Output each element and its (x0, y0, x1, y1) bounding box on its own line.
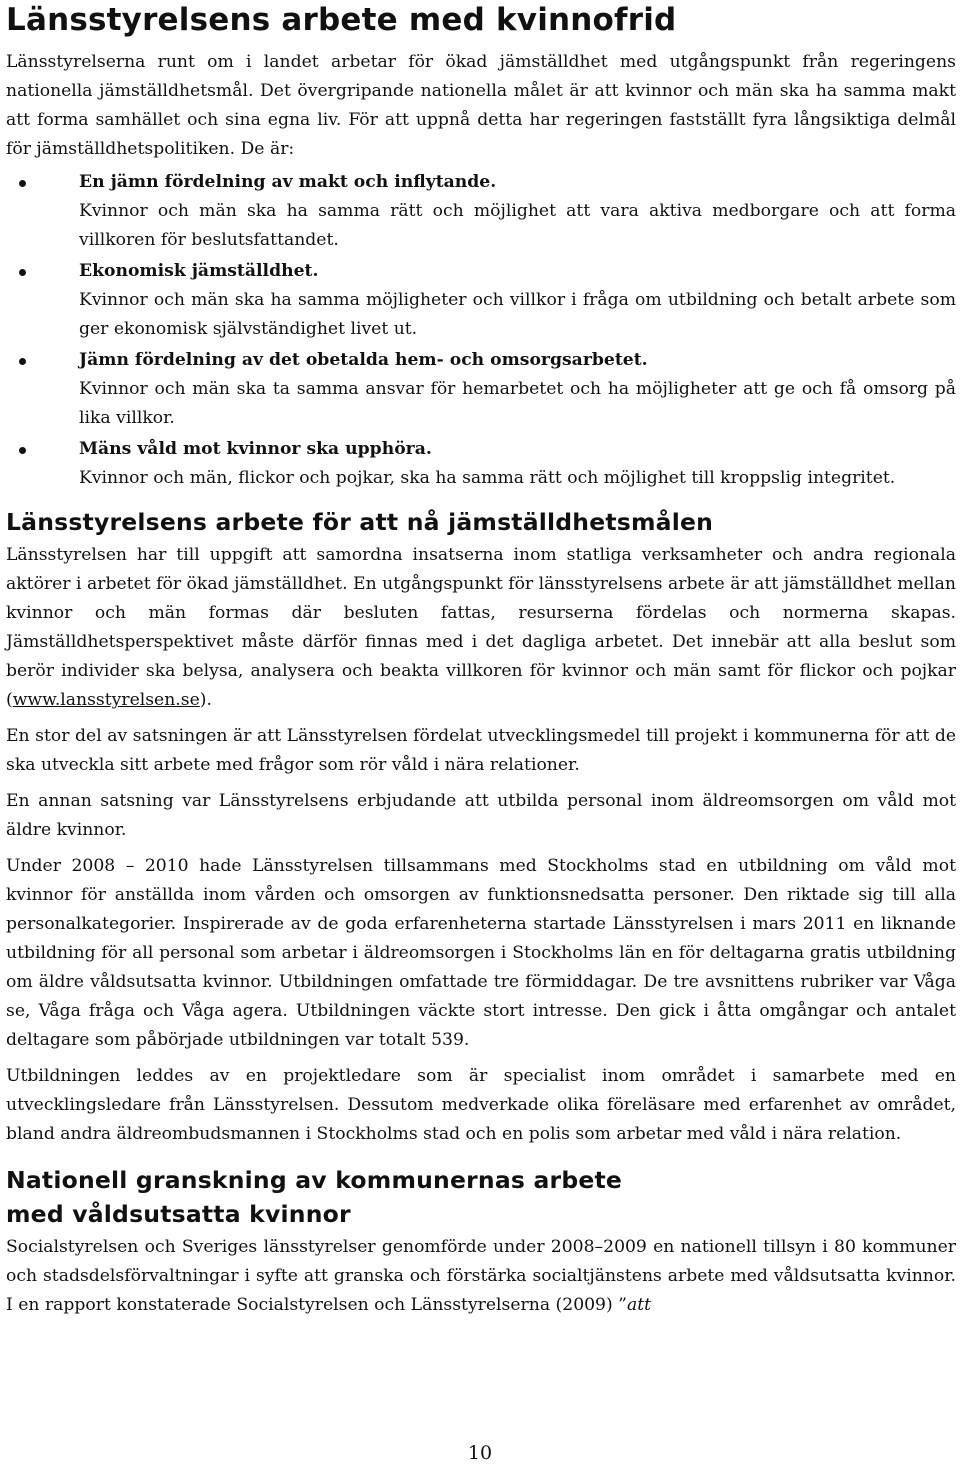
goals-list (6, 168, 956, 493)
body-paragraph: Utbildningen leddes av en projektledare som är specialist inom området i samarbete med en utvecklingsledare från Länsstyrelsen. Dessutom medverkade olika föreläsare med erfarenhet av området, bland andra äldreombudsmannen i Stockholms stad och en polis som arbetar med våld i nära relation. (6, 1066, 956, 1144)
heading-line: med våldsutsatta kvinnor (6, 1200, 351, 1228)
goal-item (6, 257, 956, 344)
bullet-icon (19, 358, 26, 365)
lansstyrelsen-link[interactable]: www.lansstyrelsen.se (12, 690, 200, 710)
paragraph-text: ). (199, 690, 212, 710)
goal-item (6, 168, 956, 255)
section-heading-nationell-granskning (6, 1163, 956, 1231)
bullet-icon (19, 269, 26, 276)
goal-title: Mäns våld mot kvinnor ska upphöra. (79, 439, 432, 459)
body-paragraph (6, 1233, 956, 1320)
intro-paragraph: Länsstyrelserna runt om i landet arbetar för ökad jämställdhet med utgångspunkt från regeringens nationella jämställdhetsmål. Det övergripande nationella målet är att kvinnor och män ska ha samma makt att forma samhället och sina egna liv. För att uppnå detta har regeringen fastställt fyra långsiktiga delmål för jämställdhetspolitiken. De är: (6, 52, 956, 159)
goal-description: Kvinnor och män, flickor och pojkar, ska ha samma rätt och möjlighet till kroppslig integritet. (79, 468, 896, 488)
paragraph-text: Socialstyrelsen och Sveriges länsstyrelser genomförde under 2008–2009 en nationell tillsyn i 80 kommuner och stadsdelsförvaltningar i syfte att granska och förstärka socialtjänstens arbete med våldsutsatta kvinnor. I en rapport konstaterade Socialstyrelsen och Länsstyrelserna (2009) ” (6, 1237, 956, 1315)
italic-text: att (626, 1295, 652, 1315)
goal-title: En jämn fördelning av makt och inflytande. (79, 172, 497, 192)
goal-item (6, 435, 956, 493)
goal-description: Kvinnor och män ska ha samma möjligheter och villkor i fråga om utbildning och betalt arbete som ger ekonomisk självständighet livet ut. (79, 290, 956, 339)
bullet-icon (19, 180, 26, 187)
body-paragraph: Under 2008 – 2010 hade Länsstyrelsen tillsammans med Stockholms stad en utbildning om våld mot kvinnor för anställda inom vården och omsorgen av funktionsnedsatta personer. Den riktade sig till alla personalkategorier. Inspirerade av de goda erfarenheterna startade Länsstyrelsen i mars 2011 en liknande utbildning för all personal som arbetar i äldreomsorgen i Stockholms län en för deltagarna gratis utbildning om äldre våldsutsatta kvinnor. Utbildningen omfattade tre förmiddagar. De tre avsnittens rubriker var Våga se, Våga fråga och Våga agera. Utbildningen väckte stort intresse. Den gick i åtta omgångar och antalet deltagare som påbörjade utbildningen var totalt 539. (6, 856, 956, 1050)
goal-description: Kvinnor och män ska ha samma rätt och möjlighet att vara aktiva medborgare och att forma villkoren för beslutsfattandet. (79, 201, 956, 250)
bullet-icon (19, 447, 26, 454)
section-heading-kvinnofrid: Länsstyrelsens arbete med kvinnofrid (6, 2, 677, 38)
section-heading-jamstalldhetsmalen: Länsstyrelsens arbete för att nå jämställdhetsmålen (6, 508, 714, 536)
goal-title: Ekonomisk jämställdhet. (79, 261, 319, 281)
page-number: 10 (467, 1442, 493, 1464)
goal-description: Kvinnor och män ska ta samma ansvar för hemarbetet och ha möjligheter att ge och få omsorg på lika villkor. (79, 379, 956, 428)
paragraph-text: Länsstyrelsen har till uppgift att samordna insatserna inom statliga verksamheter och andra regionala aktörer i arbetet för ökad jämställdhet. En utgångspunkt för länsstyrelsens arbete är att jämställdhet mellan kvinnor och män formas där besluten fattas, resurserna fördelas och normerna skapas. Jämställdhetsperspektivet måste därför finnas med i det dagliga arbetet. Det innebär att alla beslut som berör individer ska belysa, analysera och beakta villkoren för kvinnor och män samt för flickor och pojkar ( (6, 545, 956, 710)
body-paragraph: En annan satsning var Länsstyrelsens erbjudande att utbilda personal inom äldreomsorgen om våld mot äldre kvinnor. (6, 791, 956, 840)
document-page (6, 0, 956, 1327)
heading-line: Nationell granskning av kommunernas arbete (6, 1166, 623, 1194)
body-paragraph: En stor del av satsningen är att Länsstyrelsen fördelat utvecklingsmedel till projekt i kommunerna för att de ska utveckla sitt arbete med frågor som rör våld i nära relationer. (6, 726, 956, 775)
section-jamstalldhetsmalen (6, 505, 956, 1149)
goal-title: Jämn fördelning av det obetalda hem- och omsorgsarbetet. (79, 350, 648, 370)
goal-item (6, 346, 956, 433)
body-paragraph (6, 541, 956, 715)
section-nationell-granskning (6, 1163, 956, 1320)
